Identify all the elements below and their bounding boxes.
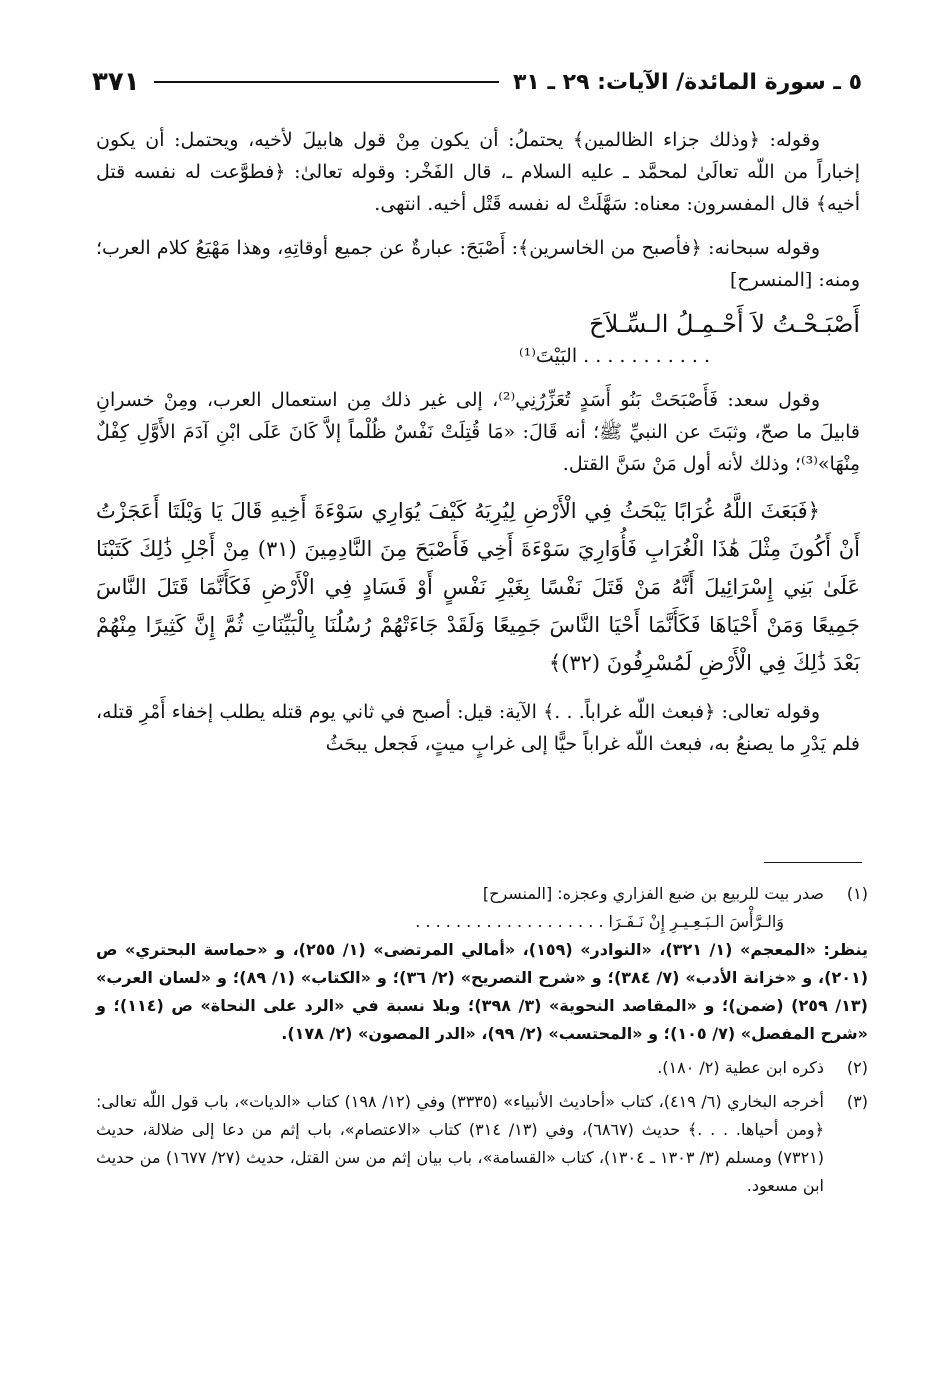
paragraph-3: وقول سعد: فَأَصْبَحَتْ بَنُو أَسَدٍ تُعَزِّرُنِي⁽²⁾، إلى غير ذلك مِن استعمال العرب، ومِنْ خسرانِ قابيلَ ما صحّ، وثبَتَ عن النبيِّ ﷺ؛ أنه قَالَ: «مَا قُتِلَتْ نَفْسٌ ظُلْماً إلاَّ كَانَ عَلَى ابْنِ آدَمَ الأَوَّلِ كِفْلٌ مِنْهَا»⁽³⁾؛ وذلك لأنه أول مَنْ سَنَّ القتل. — [96, 389, 860, 475]
header-rule — [154, 81, 499, 83]
poetry-verse — [96, 308, 860, 372]
footnote-number: (٢) — [846, 1058, 868, 1077]
paragraph-1: وقوله: ﴿وذلك جزاء الظالمين﴾ يحتملُ: أن يكون مِنْ قول هابيلَ لأخيه، ويحتمل: أن يكون إخباراً من اللّه تعالَىٰ لمحمَّد ـ عليه السلام ـ، قال الفَخْر: وقوله تعالىٰ: ﴿فطوَّعت له نفسه قتل أخيه﴾ قال المفسرون: معناه: سَهَّلَتْ له نفسه قَتْل أخيه. انتهى. — [96, 129, 860, 215]
paragraph-2: وقوله سبحانه: ﴿فأصبح من الخاسرين﴾: أَصْبَحَ: عبارةٌ عن جميع أوقاتِهِ، وهذا مَهْيَعُ كلام العرب؛ ومنه: [المنسرح] — [96, 237, 860, 291]
page-number: ٣٧١ — [92, 67, 140, 97]
quran-verses: ﴿فَبَعَثَ اللَّهُ غُرَابًا يَبْحَثُ فِي الْأَرْضِ لِيُرِيَهُ كَيْفَ يُوَارِي سَوْءَةَ أَخِيهِ قَالَ يَا وَيْلَتَا أَعَجَزْتُ أَنْ أَكُونَ مِثْلَ هَٰذَا الْغُرَابِ فَأُوَارِيَ سَوْءَةَ أَخِي فَأَصْبَحَ مِنَ النَّادِمِينَ (٣١) مِنْ أَجْلِ ذَٰلِكَ كَتَبْنَا عَلَىٰ بَنِي إِسْرَائِيلَ أَنَّهُ مَنْ قَتَلَ نَفْسًا بِغَيْرِ نَفْسٍ أَوْ فَسَادٍ فِي الْأَرْضِ فَكَأَنَّمَا قَتَلَ النَّاسَ جَمِيعًا وَمَنْ أَحْيَاهَا فَكَأَنَّمَا أَحْيَا النَّاسَ جَمِيعًا وَلَقَدْ جَاءَتْهُمْ رُسُلُنَا بِالْبَيِّنَاتِ ثُمَّ إِنَّ كَثِيرًا مِنْهُمْ بَعْدَ ذَٰلِكَ فِي الْأَرْضِ لَمُسْرِفُونَ (٣٢)﴾ — [96, 499, 861, 675]
main-text — [96, 124, 860, 772]
footnote-3 — [96, 1088, 868, 1200]
footnote-text: صدر بيت للربيع بن ضبع الفزاري وعجزه: [المنسرح] — [482, 884, 824, 903]
verse-line-2: . . . . . . . . . . . البَيْتَ⁽¹⁾ — [518, 345, 710, 367]
footnote-verse: وَالـرَّأْسَ الـبَـعِـيـرِ إِنْ نَـفَـرَا . . . . . . . . . . . . . . . . . . . — [415, 912, 784, 931]
footnotes — [96, 880, 868, 1206]
footnote-2 — [96, 1054, 868, 1082]
page-header — [92, 62, 862, 102]
footnote-text: ذكره ابن عطية (٢/ ١٨٠). — [657, 1058, 824, 1077]
verse-line-1: أَصْبَـحْـتُ لاَ أَحْـمِـلُ الـسِّـلاَحَ — [589, 310, 860, 338]
footnote-1 — [96, 880, 868, 1048]
footnote-separator — [764, 862, 862, 863]
footnote-number: (٣) — [846, 1092, 868, 1111]
footnote-number: (١) — [846, 884, 868, 903]
paragraph-4: وقوله تعالى: ﴿فبعث اللّه غراباً. . .﴾ الآية: قيل: أصبح في ثاني يوم قتله يطلب إخفاء أَمْرِ قتله، فلم يَدْرِ ما يصنعُ به، فبعث اللّه غراباً حيًّا إلى غرابٍ ميتٍ، فَجعل يبحَثُ — [96, 701, 860, 755]
footnote-references: ينظر: «المعجم» (١/ ٣٢١)، «النوادر» (١٥٩)، «أمالي المرتضى» (١/ ٢٥٥)، و «حماسة البحتري» ص (٢٠١)، و «خزانة الأدب» (٧/ ٣٨٤)؛ و «شرح التصريح» (٢/ ٣٦)؛ و «الكتاب» (١/ ٨٩)؛ و «لسان العرب» (١٣/ ٢٥٩) (ضمن)؛ و «المقاصد النحوية» (٣/ ٣٩٨)؛ وبلا نسبة في «الرد على النحاة» ص (١١٤)؛ و «شرح المفصل» (٧/ ١٠٥)؛ و «المحتسب» (٢/ ٩٩)، «الدر المصون» (٢/ ١٧٨). — [96, 940, 869, 1043]
footnote-text: أخرجه البخاري (٦/ ٤١٩)، كتاب «أحاديث الأنبياء» (٣٣٣٥) وفي (١٢/ ١٩٨) كتاب «الديات»، باب قول اللّه تعالى: ﴿ومن أحياها. . . .﴾ حديث (٦٨٦٧)، وفي (١٣/ ٣١٤) كتاب «الاعتصام»، باب إثم من دعا إلى ضلالة، حديث (٧٣٢١) ومسلم (٣/ ١٣٠٣ ـ ١٣٠٤)، كتاب «القسامة»، باب بيان إثم من سن القتل، حديث (٢٧/ ١٦٧٧) من حديث ابن مسعود. — [96, 1092, 825, 1195]
running-title: ٥ ـ سورة المائدة/ الآيات: ٢٩ ـ ٣١ — [512, 69, 862, 95]
